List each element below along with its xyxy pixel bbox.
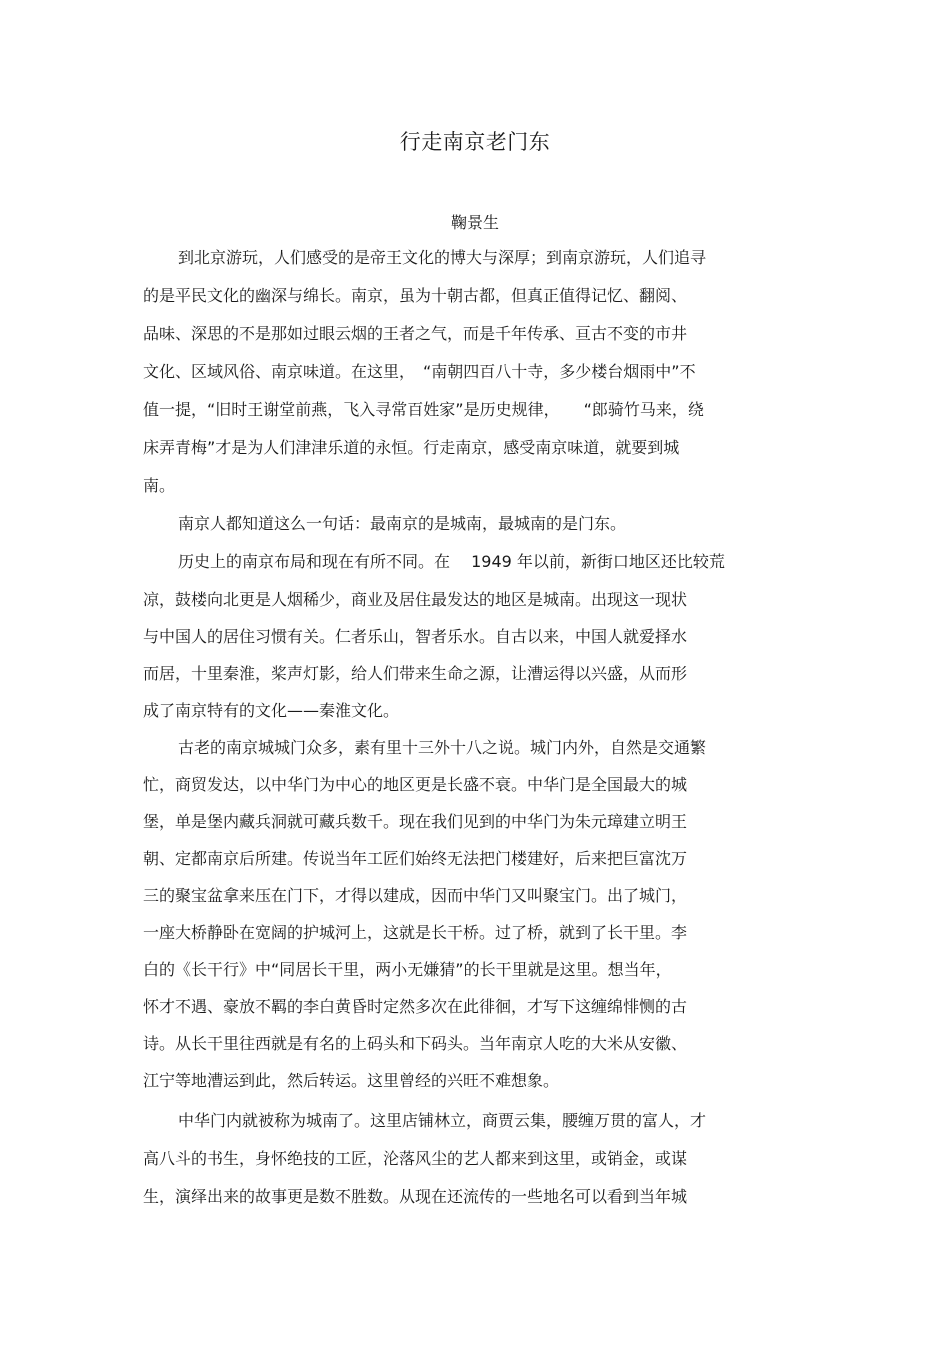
body-line: 的是平民文化的幽深与绵长。南京，虽为十朝古都，但真正值得记忆、翻阅、 <box>143 286 688 305</box>
body-line: 高八斗的书生，身怀绝技的工匠，沦落风尘的艺人都来到这里，或销金，或谋 <box>143 1149 688 1168</box>
body-line: 诗。从长干里往西就是有名的上码头和下码头。当年南京人吃的大米从安徽、 <box>143 1034 688 1053</box>
body-line: 怀才不遇、豪放不羁的李白黄昏时定然多次在此徘徊，才写下这缠绵悱恻的古 <box>143 997 688 1016</box>
body-line: 成了南京特有的文化——秦淮文化。 <box>143 701 400 720</box>
body-line: 忙，商贸发达，以中华门为中心的地区更是长盛不衰。中华门是全国最大的城 <box>143 775 688 794</box>
body-line: 而居，十里秦淮，桨声灯影，给人们带来生命之源，让漕运得以兴盛，从而形 <box>143 664 688 683</box>
body-line: 到北京游玩，人们感受的是帝王文化的博大与深厚；到南京游玩，人们追寻 <box>178 248 707 267</box>
body-line: 品味、深思的不是那如过眼云烟的王者之气，而是千年传承、亘古不变的市井 <box>143 324 688 343</box>
body-line: 值一提，“旧时王谢堂前燕，飞入寻常百姓家”是历史规律， “郎骑竹马来，绕 <box>143 400 704 419</box>
document-title: 行走南京老门东 <box>399 130 551 154</box>
body-line: 中华门内就被称为城南了。这里店铺林立，商贾云集，腰缠万贯的富人，才 <box>178 1111 707 1130</box>
body-line: 古老的南京城城门众多，素有里十三外十八之说。城门内外，自然是交通繁 <box>178 738 707 757</box>
body-line: 南京人都知道这么一句话：最南京的是城南，最城南的是门东。 <box>178 514 627 533</box>
body-line: 朝、定都南京后所建。传说当年工匠们始终无法把门楼建好，后来把巨富沈万 <box>143 849 688 868</box>
body-line: 历史上的南京布局和现在有所不同。在 1949 年以前，新街口地区还比较荒 <box>178 552 725 571</box>
body-line: 文化、区域风俗、南京味道。在这里， “南朝四百八十寺，多少楼台烟雨中”不 <box>143 362 696 381</box>
body-line: 生，演绎出来的故事更是数不胜数。从现在还流传的一些地名可以看到当年城 <box>143 1187 688 1206</box>
body-line: 床弄青梅”才是为人们津津乐道的永恒。行走南京，感受南京味道，就要到城 <box>143 438 680 457</box>
author-name: 鞠景生 <box>450 213 499 232</box>
body-line: 南。 <box>143 476 176 495</box>
body-line: 一座大桥静卧在宽阔的护城河上，这就是长干桥。过了桥，就到了长干里。李 <box>143 923 688 942</box>
body-line: 凉，鼓楼向北更是人烟稀少，商业及居住最发达的地区是城南。出现这一现状 <box>143 590 688 609</box>
body-line: 与中国人的居住习惯有关。仁者乐山，智者乐水。自古以来，中国人就爱择水 <box>143 627 688 646</box>
body-line: 堡，单是堡内藏兵洞就可藏兵数千。现在我们见到的中华门为朱元璋建立明王 <box>143 812 688 831</box>
body-line: 三的聚宝盆拿来压在门下，才得以建成，因而中华门又叫聚宝门。出了城门， <box>143 886 688 905</box>
body-line: 江宁等地漕运到此，然后转运。这里曾经的兴旺不难想象。 <box>143 1071 560 1090</box>
body-line: 白的《长干行》中“同居长干里，两小无嫌猜”的长干里就是这里。想当年， <box>143 960 672 979</box>
